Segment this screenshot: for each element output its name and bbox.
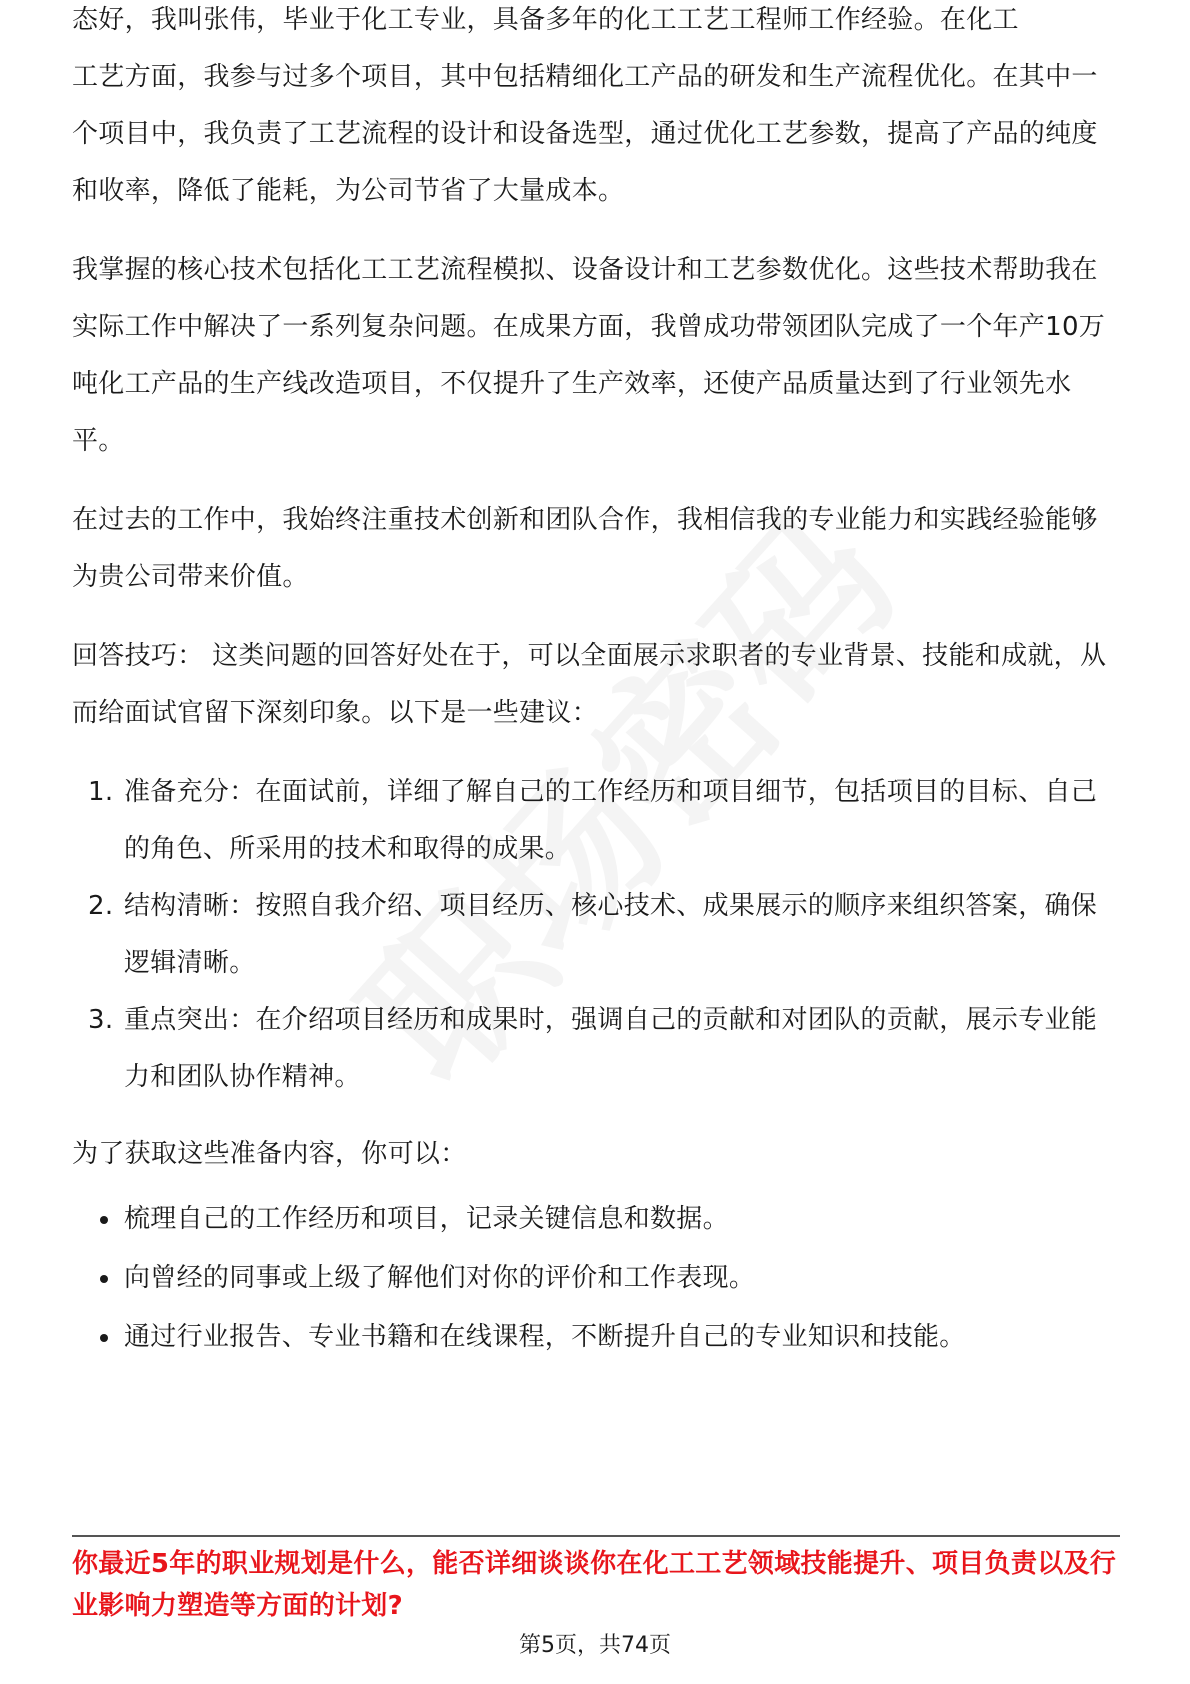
list-item bbox=[72, 1191, 1120, 1248]
list-item bbox=[72, 1309, 1120, 1366]
next-question-heading: 你最近5年的职业规划是什么，能否详细谈谈你在化工工艺领域技能提升、项目负责以及行业影响力塑造等方面的计划? bbox=[72, 1549, 1117, 1621]
list-item-text: 向曾经的同事或上级了解他们对你的评价和工作表现。 bbox=[124, 1263, 756, 1293]
list-item bbox=[72, 1250, 1120, 1307]
section-divider bbox=[72, 1535, 1120, 1537]
paragraph-conclusion: 在过去的工作中，我始终注重技术创新和团队合作，我相信我的专业能力和实践经验能够为贵公司带来价值。 bbox=[72, 505, 1098, 592]
paragraph-prep-intro: 为了获取这些准备内容，你可以： bbox=[72, 1139, 467, 1169]
paragraph-core-skills: 我掌握的核心技术包括化工工艺流程模拟、设备设计和工艺参数优化。这些技术帮助我在实际工作中解决了一系列复杂问题。在成果方面，我曾成功带领团队完成了一个年产10万吨化工产品的生产线改造项目，不仅提升了生产效率，还使产品质量达到了行业领先水平。 bbox=[72, 255, 1106, 456]
page-content bbox=[72, 5, 1120, 1368]
list-item bbox=[72, 764, 1120, 878]
tips-list bbox=[72, 764, 1120, 1106]
bullet-icon bbox=[100, 1216, 108, 1224]
list-item-text: 结构清晰：按照自我介绍、项目经历、核心技术、成果展示的顺序来组织答案，确保逻辑清晰。 bbox=[124, 891, 1098, 978]
bullet-icon bbox=[100, 1275, 108, 1283]
list-item bbox=[72, 878, 1120, 992]
paragraph-process-experience: 工艺方面，我参与过多个项目，其中包括精细化工产品的研发和生产流程优化。在其中一个项目中，我负责了工艺流程的设计和设备选型，通过优化工艺参数，提高了产品的纯度和收率，降低了能耗，为公司节省了大量成本。 bbox=[72, 62, 1098, 206]
list-item-text: 重点突出：在介绍项目经历和成果时，强调自己的贡献和对团队的贡献，展示专业能力和团队协作精神。 bbox=[124, 1005, 1098, 1092]
list-item-text: 准备充分：在面试前，详细了解自己的工作经历和项目细节，包括项目的目标、自己的角色、所采用的技术和取得的成果。 bbox=[124, 777, 1098, 864]
list-number: 1. bbox=[88, 777, 114, 807]
list-item bbox=[72, 992, 1120, 1106]
list-number: 3. bbox=[88, 1005, 114, 1035]
list-number: 2. bbox=[88, 891, 114, 921]
list-item-text: 通过行业报告、专业书籍和在线课程，不断提升自己的专业知识和技能。 bbox=[124, 1322, 966, 1352]
page-number: 第5页，共74页 bbox=[519, 1633, 671, 1658]
bullet-icon bbox=[100, 1334, 108, 1342]
paragraph-intro-cutoff: 态好，我叫张伟，毕业于化工专业，具备多年的化工工艺工程师工作经验。在化工 bbox=[72, 5, 1019, 35]
prep-list bbox=[72, 1191, 1120, 1366]
list-item-text: 梳理自己的工作经历和项目，记录关键信息和数据。 bbox=[124, 1204, 729, 1234]
paragraph-answer-tips: 回答技巧： 这类问题的回答好处在于，可以全面展示求职者的专业背景、技能和成就，从而给面试官留下深刻印象。以下是一些建议： bbox=[72, 641, 1107, 728]
